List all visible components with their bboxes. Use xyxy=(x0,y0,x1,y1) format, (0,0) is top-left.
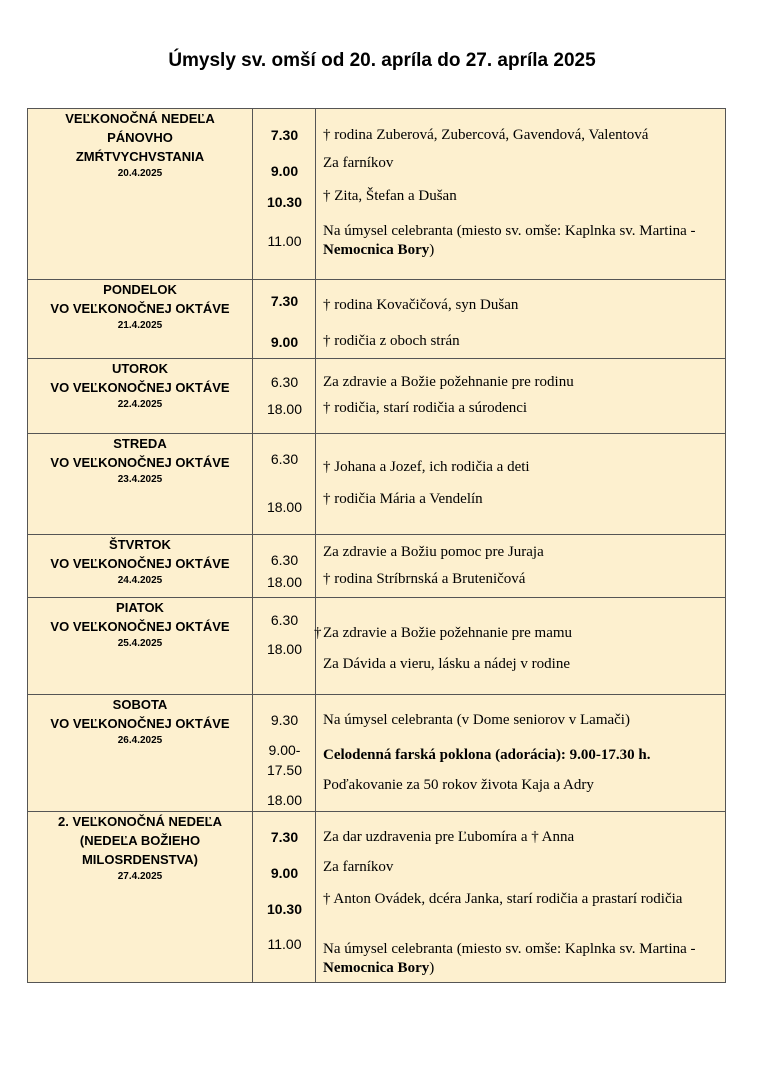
intention: † Za zdravie a Božie požehnanie pre mamu xyxy=(314,625,573,641)
day-name-line: (NEDEĽA BOŽIEHO xyxy=(79,833,201,848)
day-name-line: PIATOK xyxy=(116,600,164,615)
intention-cell xyxy=(316,695,726,812)
table-row xyxy=(28,359,726,434)
intention: Na úmysel celebranta (v Dome seniorov v Lamači) xyxy=(323,712,630,728)
mass-time: 11.00 xyxy=(267,233,302,249)
intention: Na úmysel celebranta (miesto sv. omše: Kaplnka sv. Martina - Nemocnica Bory) xyxy=(323,223,696,258)
intention: † rodičia Mária a Vendelín xyxy=(323,491,483,507)
intention: † rodičia z oboch strán xyxy=(323,333,460,349)
mass-time: 9.30 xyxy=(270,712,299,728)
mass-time: 18.00 xyxy=(266,574,303,590)
intention: † Johana a Jozef, ich rodičia a deti xyxy=(323,459,530,475)
mass-time: 18.00 xyxy=(266,401,303,417)
day-name-line: ZMŔTVYCHVSTANIA xyxy=(75,149,205,164)
day-name-line: MILOSRDENSTVA) xyxy=(81,852,199,867)
table-row xyxy=(28,109,726,280)
mass-time: 9.00 xyxy=(270,865,299,881)
intention: † Zita, Štefan a Dušan xyxy=(323,188,457,204)
intention: Za Dávida a vieru, lásku a nádej v rodine xyxy=(323,656,570,672)
day-name-line: ŠTVRTOK xyxy=(109,537,171,552)
table-row xyxy=(28,280,726,359)
intention-cell xyxy=(316,535,726,598)
time-cell xyxy=(253,280,316,359)
mass-time: 6.30 xyxy=(270,374,299,390)
intention: Za zdravie a Božie požehnanie pre rodinu xyxy=(323,374,574,390)
day-name-line: SOBOTA xyxy=(112,697,168,712)
mass-time: 9.00- xyxy=(268,742,301,758)
time-cell xyxy=(253,695,316,812)
table-row xyxy=(28,434,726,535)
intention-highlight: Nemocnica Bory xyxy=(323,960,430,976)
day-date: 26.4.2025 xyxy=(117,735,163,746)
table-row xyxy=(28,695,726,812)
mass-time: 18.00 xyxy=(266,641,303,657)
day-cell xyxy=(28,598,253,695)
mass-time: 6.30 xyxy=(270,552,299,568)
mass-time: 6.30 xyxy=(270,612,299,628)
day-date: 21.4.2025 xyxy=(117,320,163,331)
intention: Za dar uzdravenia pre Ľubomíra a † Anna xyxy=(323,829,575,845)
intention: † rodina Stríbrnská a Bruteničová xyxy=(323,571,526,587)
mass-intentions-table xyxy=(27,108,726,983)
day-name-line: PÁNOVHO xyxy=(107,130,173,145)
day-name-line: PONDELOK xyxy=(103,282,177,297)
intention: Za zdravie a Božiu pomoc pre Juraja xyxy=(323,544,544,560)
day-name-line: UTOROK xyxy=(111,361,169,376)
day-name-line: VEĽKONOČNÁ NEDEĽA xyxy=(65,111,215,126)
day-date: 27.4.2025 xyxy=(117,871,163,882)
table-row xyxy=(28,535,726,598)
table-row xyxy=(28,812,726,983)
day-name-line: VO VEĽKONOČNEJ OKTÁVE xyxy=(50,716,230,731)
intention-highlight: Nemocnica Bory xyxy=(323,242,430,258)
day-date: 23.4.2025 xyxy=(117,474,163,485)
day-date: 22.4.2025 xyxy=(117,399,163,410)
mass-time: 7.30 xyxy=(270,127,299,143)
day-cell xyxy=(28,695,253,812)
intention: † rodina Zuberová, Zubercová, Gavendová, Valentová xyxy=(323,127,649,143)
intention: † rodičia, starí rodičia a súrodenci xyxy=(323,400,528,416)
mass-time: 10.30 xyxy=(266,901,303,917)
intention-cell xyxy=(316,598,726,695)
mass-time: 9.00 xyxy=(270,163,299,179)
day-name-line: STREDA xyxy=(113,436,167,451)
mass-time: 7.30 xyxy=(270,293,299,309)
intention: Za farníkov xyxy=(323,859,394,875)
day-cell xyxy=(28,280,253,359)
time-cell xyxy=(253,598,316,695)
day-date: 24.4.2025 xyxy=(117,575,163,586)
intention-cell xyxy=(316,359,726,434)
day-name-line: 2. VEĽKONOČNÁ NEDEĽA xyxy=(58,814,222,829)
intention: † Anton Ovádek, dcéra Janka, starí rodičia a prastarí rodičia xyxy=(323,891,683,907)
day-date: 20.4.2025 xyxy=(117,168,163,179)
day-cell xyxy=(28,359,253,434)
intention-cell xyxy=(316,109,726,280)
mass-time: 10.30 xyxy=(266,194,303,210)
time-cell xyxy=(253,812,316,983)
mass-time: 9.00 xyxy=(270,334,299,350)
intention: † rodina Kovačičová, syn Dušan xyxy=(323,297,519,313)
day-cell xyxy=(28,109,253,280)
intention: Na úmysel celebranta (miesto sv. omše: Kaplnka sv. Martina - Nemocnica Bory) xyxy=(323,941,696,976)
day-cell xyxy=(28,434,253,535)
day-name-line: VO VEĽKONOČNEJ OKTÁVE xyxy=(50,380,230,395)
dagger-mark: † xyxy=(314,625,322,641)
day-cell xyxy=(28,812,253,983)
day-name-line: VO VEĽKONOČNEJ OKTÁVE xyxy=(50,301,230,316)
intention: Celodenná farská poklona (adorácia): 9.00-17.30 h. xyxy=(323,747,651,763)
intention-cell xyxy=(316,434,726,535)
intention-cell xyxy=(316,280,726,359)
day-date: 25.4.2025 xyxy=(117,638,163,649)
time-cell xyxy=(253,434,316,535)
intention: Za farníkov xyxy=(323,155,394,171)
day-name-line: VO VEĽKONOČNEJ OKTÁVE xyxy=(50,619,230,634)
mass-time: 7.30 xyxy=(270,829,299,845)
mass-time: 11.00 xyxy=(267,936,302,952)
day-name-line: VO VEĽKONOČNEJ OKTÁVE xyxy=(50,455,230,470)
mass-time: 18.00 xyxy=(266,792,303,808)
intention: Poďakovanie za 50 rokov života Kaja a Adry xyxy=(323,777,594,793)
mass-time: 17.50 xyxy=(266,762,303,778)
intention-cell xyxy=(316,812,726,983)
day-name-line: VO VEĽKONOČNEJ OKTÁVE xyxy=(50,556,230,571)
day-cell xyxy=(28,535,253,598)
mass-time: 6.30 xyxy=(270,451,299,467)
time-cell xyxy=(253,359,316,434)
page-title: Úmysly sv. omší od 20. apríla do 27. apríla 2025 xyxy=(168,50,596,71)
table-row xyxy=(28,598,726,695)
mass-time: 18.00 xyxy=(266,499,303,515)
time-cell xyxy=(253,109,316,280)
time-cell xyxy=(253,535,316,598)
